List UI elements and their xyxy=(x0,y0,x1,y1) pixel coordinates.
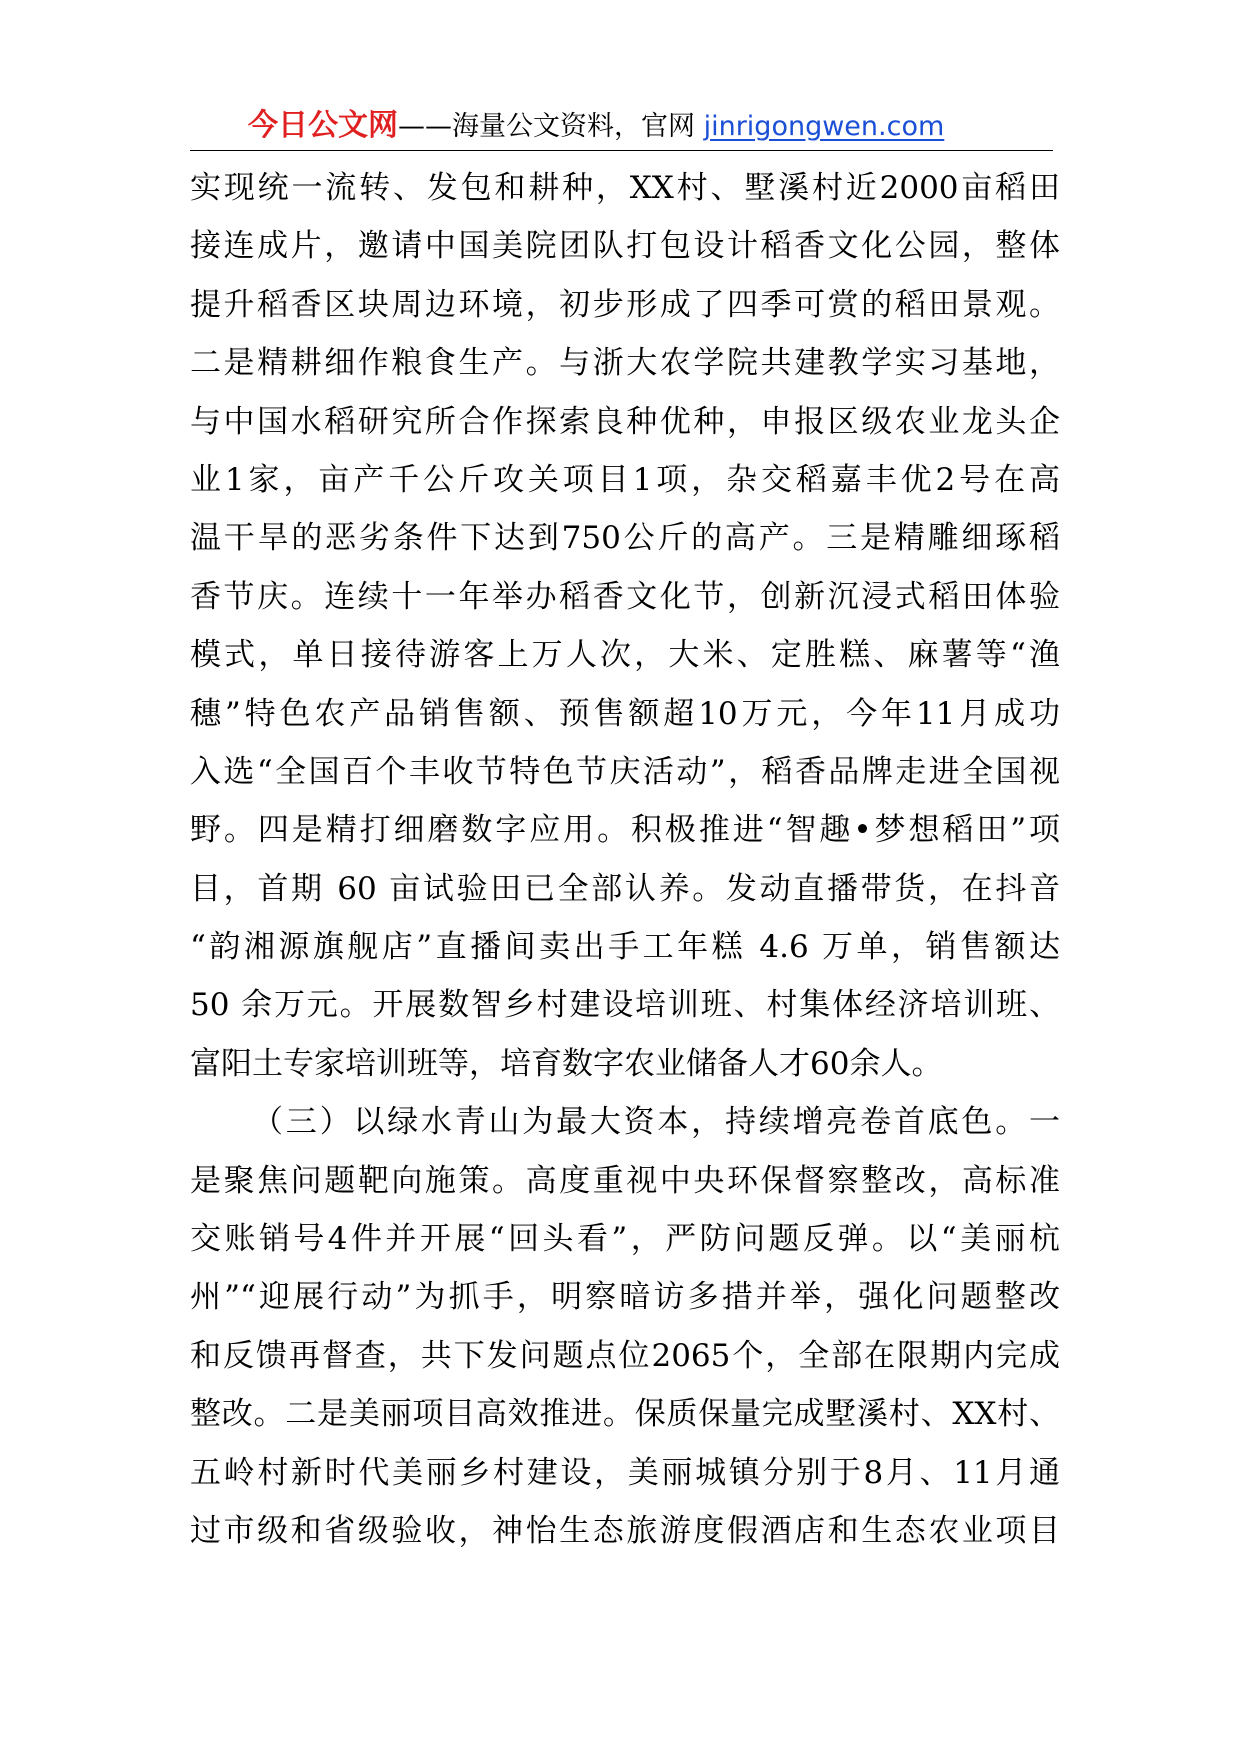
body-line: 与中国水稻研究所合作探索良种优种，申报区级农业龙头企 xyxy=(190,403,1060,440)
body-line: 交账销号4件并开展“回头看”，严防问题反弹。以“美丽杭 xyxy=(190,1221,1060,1258)
body-line: 是聚焦问题靶向施策。高度重视中央环保督察整改，高标准 xyxy=(190,1162,1060,1199)
body-line: 入选“全国百个丰收节特色节庆活动”，稻香品牌走进全国视 xyxy=(190,753,1060,790)
body-line: 目，首期 60 亩试验田已全部认养。发动直播带货，在抖音 xyxy=(190,870,1060,907)
body-line: 温干旱的恶劣条件下达到750公斤的高产。三是精雕细琢稻 xyxy=(190,520,1060,557)
body-line: 50 余万元。开展数智乡村建设培训班、村集体经济培训班、 xyxy=(190,987,1060,1024)
header-site-link[interactable]: jinrigongwen.com xyxy=(703,111,945,142)
body-line: 过市级和省级验收，神怡生态旅游度假酒店和生态农业项目 xyxy=(190,1512,1060,1549)
body-line: 实现统一流转、发包和耕种，XX村、墅溪村近2000亩稻田 xyxy=(190,170,1060,206)
header-line xyxy=(248,108,944,145)
document-header xyxy=(190,104,1053,151)
body-line: 香节庆。连续十一年举办稻香文化节，创新沉浸式稻田体验 xyxy=(190,578,1060,615)
body-line: 接连成片，邀请中国美院团队打包设计稻香文化公园，整体 xyxy=(190,228,1060,265)
document-body xyxy=(190,159,1060,1560)
body-line: 州”“迎展行动”为抓手，明察暗访多措并举，强化问题整改 xyxy=(190,1279,1060,1316)
header-dash: —— xyxy=(398,111,452,142)
body-line: “韵湘源旗舰店”直播间卖出手工年糕 4.6 万单，销售额达 xyxy=(190,929,1060,966)
body-line: 五岭村新时代美丽乡村建设，美丽城镇分别于8月、11月通 xyxy=(190,1454,1060,1491)
body-line: 二是精耕细作粮食生产。与浙大农学院共建教学实习基地， xyxy=(190,345,1060,382)
body-line: 和反馈再督查，共下发问题点位2065个，全部在限期内完成 xyxy=(190,1337,1060,1374)
body-line: 提升稻香区块周边环境，初步形成了四季可赏的稻田景观。 xyxy=(190,286,1060,323)
body-line-paragraph-end: 富阳土专家培训班等，培育数字农业储备人才60余人。 xyxy=(190,1045,943,1082)
body-line: 模式，单日接待游客上万人次，大米、定胜糕、麻薯等“渔 xyxy=(190,637,1060,674)
body-line: 业1家，亩产千公斤攻关项目1项，杂交稻嘉丰优2号在高 xyxy=(190,461,1060,498)
body-line: 整改。二是美丽项目高效推进。保质保量完成墅溪村、XX村、 xyxy=(190,1396,1060,1433)
header-tagline: 海量公文资料，官网 xyxy=(452,111,704,142)
section-heading-line: （三）以绿水青山为最大资本，持续增亮卷首底色。一 xyxy=(252,1104,1060,1141)
brand-logo-text: 今日公文网 xyxy=(248,108,398,143)
body-line: 野。四是精打细磨数字应用。积极推进“智趣•梦想稻田”项 xyxy=(190,812,1060,849)
body-line: 穗”特色农产品销售额、预售额超10万元，今年11月成功 xyxy=(190,695,1060,732)
